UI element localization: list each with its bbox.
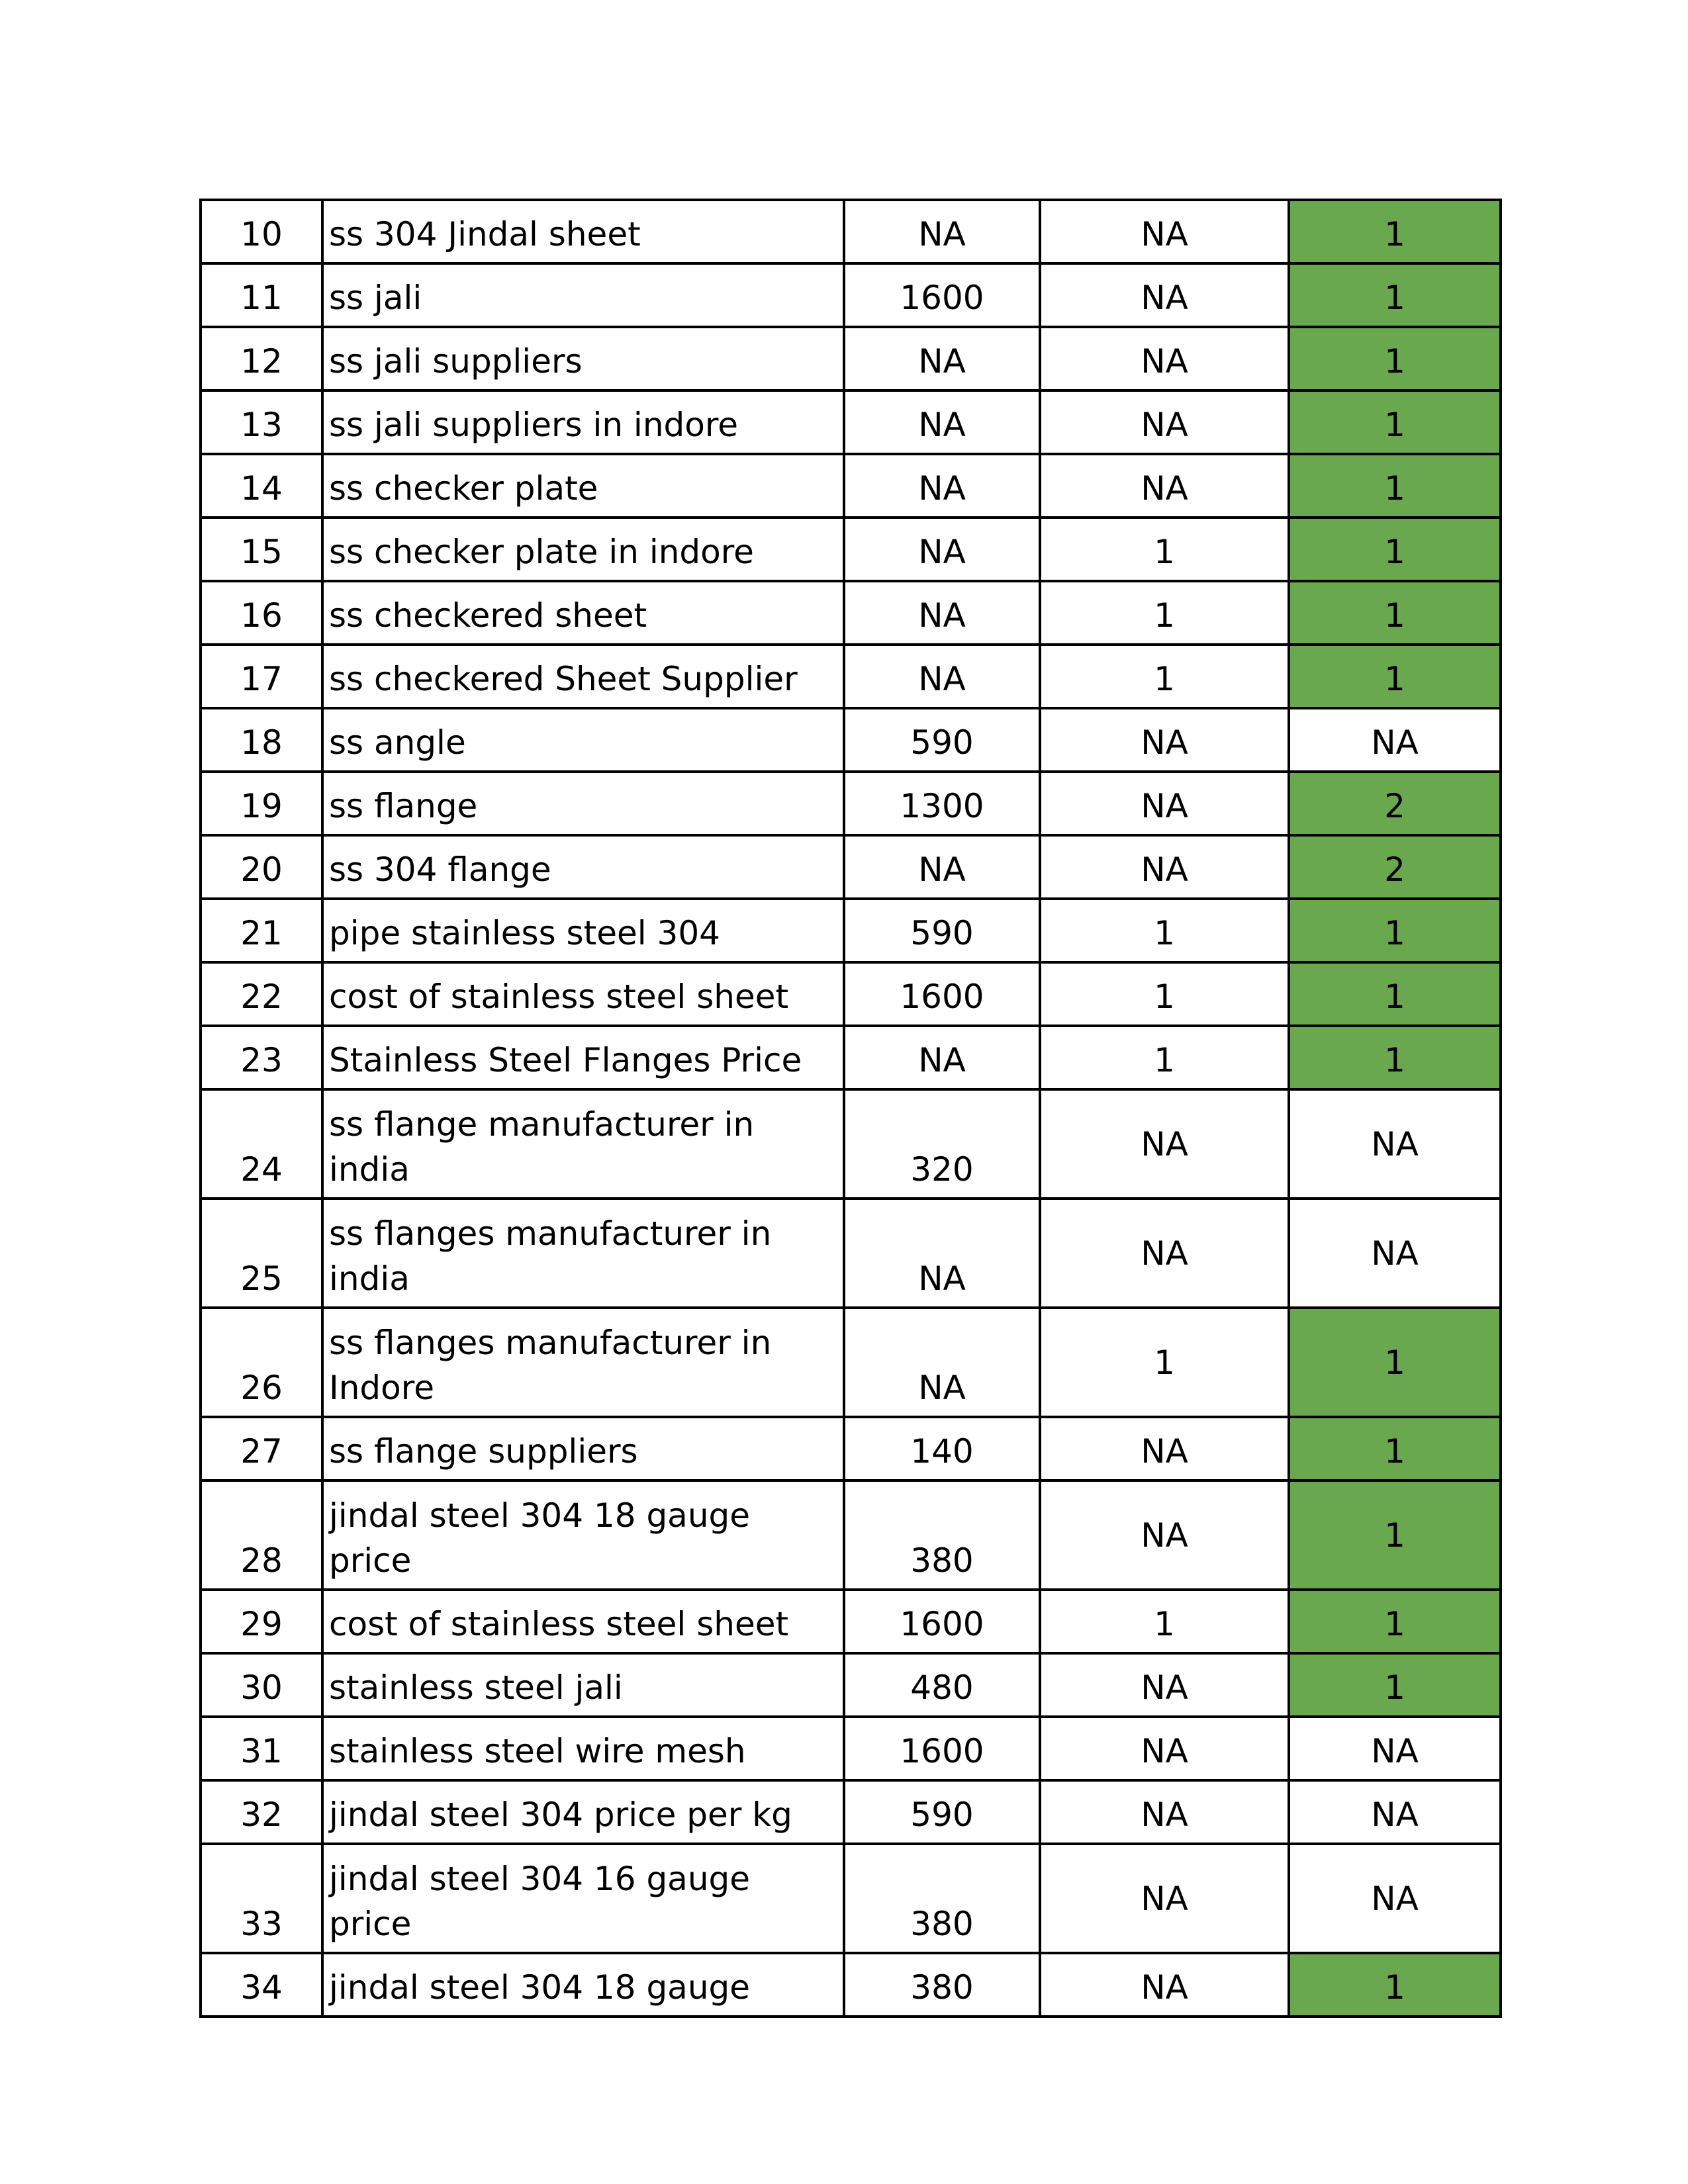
table-row [201,1780,1501,1844]
keyword-cell: cost of stainless steel sheet [322,1590,844,1653]
volume-cell: NA [844,1199,1040,1308]
row-number-cell: 14 [201,454,322,518]
rank-cell: NA [1040,1199,1289,1308]
table-row [201,1199,1501,1308]
table-row [201,1308,1501,1417]
volume-cell: NA [844,390,1040,454]
keyword-table [199,199,1502,2018]
rank-cell: NA [1040,1089,1289,1199]
keyword-cell: Stainless Steel Flanges Price [322,1026,844,1089]
status-cell: 1 [1289,1026,1501,1089]
rank-cell: NA [1040,1953,1289,2017]
status-cell: 1 [1289,899,1501,962]
row-number-cell: 10 [201,200,322,263]
rank-cell: NA [1040,327,1289,390]
status-cell: 1 [1289,1417,1501,1480]
keyword-cell: jindal steel 304 price per kg [322,1780,844,1844]
row-number-cell: 30 [201,1653,322,1717]
volume-cell: NA [844,454,1040,518]
volume-cell: 380 [844,1844,1040,1953]
status-cell: 2 [1289,772,1501,835]
row-number-cell: 20 [201,835,322,899]
keyword-cell: ss jali [322,263,844,327]
row-number-cell: 21 [201,899,322,962]
rank-cell: NA [1040,1844,1289,1953]
status-cell: NA [1289,1717,1501,1780]
table-row [201,200,1501,263]
row-number-cell: 15 [201,518,322,581]
table-row [201,772,1501,835]
keyword-cell: ss flanges manufacturer in india [322,1199,844,1308]
rank-cell: NA [1040,1780,1289,1844]
row-number-cell: 11 [201,263,322,327]
keyword-cell: ss checkered Sheet Supplier [322,645,844,708]
rank-cell: 1 [1040,1590,1289,1653]
row-number-cell: 27 [201,1417,322,1480]
status-cell: 1 [1289,1653,1501,1717]
table-row [201,708,1501,772]
rank-cell: NA [1040,200,1289,263]
keyword-cell: jindal steel 304 18 gauge price [322,1480,844,1590]
rank-cell: 1 [1040,581,1289,645]
rank-cell: NA [1040,708,1289,772]
status-cell: 1 [1289,1590,1501,1653]
rank-cell: 1 [1040,645,1289,708]
status-cell: 1 [1289,1308,1501,1417]
table-row [201,327,1501,390]
row-number-cell: 32 [201,1780,322,1844]
rank-cell: NA [1040,1717,1289,1780]
status-cell: 1 [1289,518,1501,581]
status-cell: 2 [1289,835,1501,899]
table-row [201,1089,1501,1199]
table-row [201,454,1501,518]
rank-cell: 1 [1040,899,1289,962]
row-number-cell: 25 [201,1199,322,1308]
status-cell: 1 [1289,1480,1501,1590]
row-number-cell: 23 [201,1026,322,1089]
status-cell: 1 [1289,1953,1501,2017]
table-row [201,1844,1501,1953]
volume-cell: 320 [844,1089,1040,1199]
volume-cell: NA [844,327,1040,390]
status-cell: 1 [1289,645,1501,708]
volume-cell: 1600 [844,1717,1040,1780]
status-cell: NA [1289,1844,1501,1953]
volume-cell: 590 [844,899,1040,962]
table-row [201,518,1501,581]
rank-cell: 1 [1040,1308,1289,1417]
rank-cell: NA [1040,454,1289,518]
keyword-cell: ss flange [322,772,844,835]
status-cell: NA [1289,708,1501,772]
volume-cell: 1600 [844,263,1040,327]
row-number-cell: 22 [201,962,322,1026]
volume-cell: NA [844,835,1040,899]
keyword-cell: pipe stainless steel 304 [322,899,844,962]
status-cell: 1 [1289,454,1501,518]
table-row [201,1953,1501,2017]
rank-cell: NA [1040,1480,1289,1590]
rank-cell: NA [1040,835,1289,899]
row-number-cell: 31 [201,1717,322,1780]
volume-cell: NA [844,200,1040,263]
volume-cell: NA [844,1308,1040,1417]
volume-cell: NA [844,581,1040,645]
row-number-cell: 16 [201,581,322,645]
row-number-cell: 26 [201,1308,322,1417]
keyword-cell: jindal steel 304 18 gauge [322,1953,844,2017]
keyword-cell: ss checker plate in indore [322,518,844,581]
status-cell: 1 [1289,327,1501,390]
table-row [201,835,1501,899]
row-number-cell: 17 [201,645,322,708]
status-cell: NA [1289,1199,1501,1308]
keyword-cell: ss checkered sheet [322,581,844,645]
status-cell: 1 [1289,581,1501,645]
row-number-cell: 12 [201,327,322,390]
keyword-cell: ss flange suppliers [322,1417,844,1480]
keyword-cell: jindal steel 304 16 gauge price [322,1844,844,1953]
volume-cell: 380 [844,1953,1040,2017]
rank-cell: NA [1040,1417,1289,1480]
row-number-cell: 29 [201,1590,322,1653]
table-row [201,263,1501,327]
volume-cell: NA [844,645,1040,708]
keyword-cell: stainless steel jali [322,1653,844,1717]
status-cell: 1 [1289,263,1501,327]
keyword-cell: stainless steel wire mesh [322,1717,844,1780]
volume-cell: 480 [844,1653,1040,1717]
volume-cell: 1600 [844,1590,1040,1653]
table-row [201,581,1501,645]
keyword-cell: ss jali suppliers in indore [322,390,844,454]
volume-cell: 590 [844,708,1040,772]
row-number-cell: 19 [201,772,322,835]
table-row [201,1653,1501,1717]
status-cell: 1 [1289,200,1501,263]
table-row [201,1417,1501,1480]
keyword-cell: ss checker plate [322,454,844,518]
table-row [201,1717,1501,1780]
rank-cell: NA [1040,1653,1289,1717]
keyword-cell: ss 304 Jindal sheet [322,200,844,263]
keyword-cell: ss flanges manufacturer in Indore [322,1308,844,1417]
status-cell: 1 [1289,962,1501,1026]
rank-cell: NA [1040,263,1289,327]
row-number-cell: 33 [201,1844,322,1953]
rank-cell: 1 [1040,1026,1289,1089]
table-row [201,390,1501,454]
row-number-cell: 24 [201,1089,322,1199]
volume-cell: 1300 [844,772,1040,835]
table-row [201,1480,1501,1590]
keyword-cell: cost of stainless steel sheet [322,962,844,1026]
keyword-cell: ss flange manufacturer in india [322,1089,844,1199]
row-number-cell: 18 [201,708,322,772]
volume-cell: NA [844,1026,1040,1089]
row-number-cell: 34 [201,1953,322,2017]
row-number-cell: 13 [201,390,322,454]
keyword-cell: ss angle [322,708,844,772]
table-row [201,1590,1501,1653]
volume-cell: 380 [844,1480,1040,1590]
volume-cell: 590 [844,1780,1040,1844]
status-cell: 1 [1289,390,1501,454]
keyword-cell: ss 304 flange [322,835,844,899]
status-cell: NA [1289,1089,1501,1199]
volume-cell: 140 [844,1417,1040,1480]
volume-cell: NA [844,518,1040,581]
table-row [201,1026,1501,1089]
table-row [201,962,1501,1026]
rank-cell: 1 [1040,518,1289,581]
table-row [201,899,1501,962]
volume-cell: 1600 [844,962,1040,1026]
keyword-cell: ss jali suppliers [322,327,844,390]
table-row [201,645,1501,708]
rank-cell: NA [1040,390,1289,454]
rank-cell: NA [1040,772,1289,835]
rank-cell: 1 [1040,962,1289,1026]
row-number-cell: 28 [201,1480,322,1590]
status-cell: NA [1289,1780,1501,1844]
table-body [201,200,1501,2017]
